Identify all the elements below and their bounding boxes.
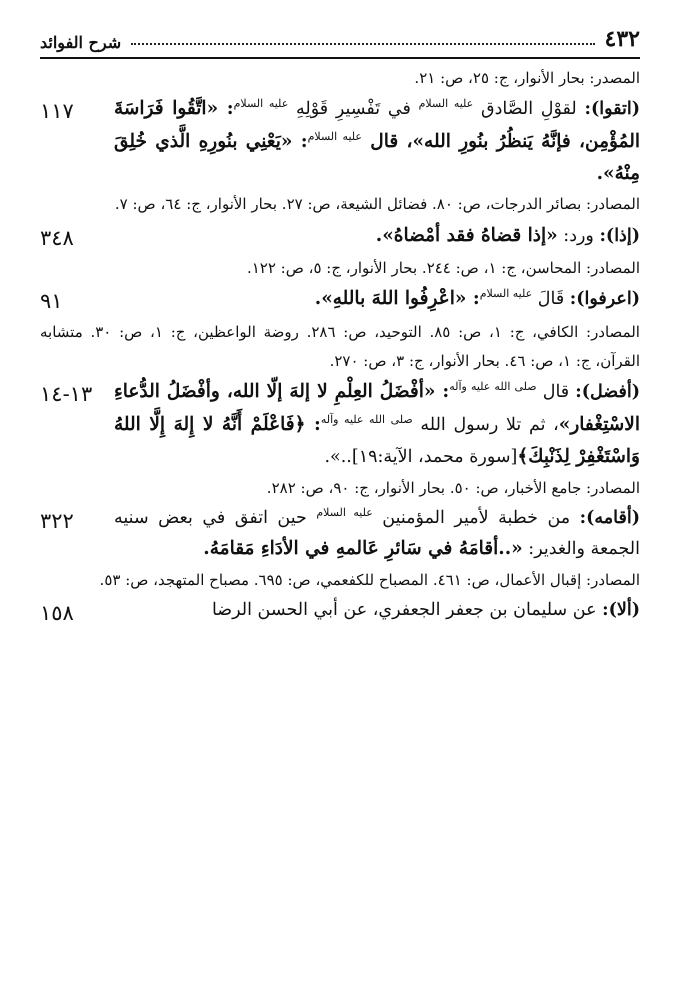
entry-iarifu — [40, 283, 640, 318]
entry-number: ١٥٨ — [40, 601, 74, 626]
honorific-symbol: عليه السلام — [316, 506, 373, 520]
entry-text: (اعرفوا): قَالَ $^{عليه السلام}$: «اعْرِفُوا اللهَ باللهِ». — [314, 287, 640, 310]
header-rule — [40, 57, 640, 59]
source-line: المصادر: الكافي، ج: ١، ص: ٨٥. التوحيد، ص: ٢٨٦. روضة الواعظين، ج: ١، ص: ٣٠. متشابه القرآن، ج: ١، ص: ٤٦. بحار الأنوار، ج: ٣، ص: ٢٧٠. — [40, 322, 640, 371]
entry-head: (ألا): — [602, 600, 640, 621]
honorific-symbol: عليه السلام — [233, 97, 289, 111]
entry-afdal — [40, 376, 640, 473]
hadith-quote: : «يَعْنِي بنُورِهِ الَّذي خُلِقَ مِنْهُ». — [114, 130, 640, 184]
entry-aqamahu — [40, 503, 640, 566]
honorific-symbol: صلى الله عليه وآله — [449, 380, 537, 394]
hadith-quote: «إذا قضاهُ فقد أمْضاهُ». — [375, 224, 558, 246]
source-line: المصادر: المحاسن، ج: ١، ص: ٢٤٤. بحار الأنوار، ج: ٥، ص: ١٢٢. — [246, 259, 640, 278]
hadith-quote: «..أقامَهُ في سَائرِ عَالمهِ في الأدَاءِ مَقامَهُ. — [203, 538, 523, 560]
honorific-symbol: عليه السلام — [307, 129, 362, 143]
quran-verse: : ﴿فَاعْلَمْ أَنَّهُ لا إِلهَ إِلَّا اللهُ وَاسْتَغْفِرْ لِذَنْبِكَ﴾ — [114, 413, 640, 468]
honorific-symbol: صلى الله عليه وآله — [320, 413, 413, 427]
entry-head: (اعرفوا): — [569, 289, 640, 310]
entry-itha — [40, 220, 640, 255]
entry-text: (إذا): ورد: «إذا قضاهُ فقد أمْضاهُ». — [375, 224, 640, 246]
source-line: المصادر: بصائر الدرجات، ص: ٨٠. فضائل الشيعة، ص: ٢٧. بحار الأنوار، ج: ٦٤، ص: ٧. — [114, 195, 640, 214]
source-line: المصادر: إقبال الأعمال، ص: ٤٦١. المصباح للكفعمي، ص: ٦٩٥. مصباح المتهجد، ص: ٥٣. — [99, 570, 640, 589]
honorific-symbol: عليه السلام — [418, 97, 474, 111]
entry-ittaqu — [40, 93, 640, 190]
entry-head: (إذا): — [599, 225, 640, 246]
entry-number: ١٣-١٤ — [40, 382, 93, 407]
book-title: شرح الفوائد — [40, 33, 122, 52]
page-body — [40, 64, 640, 984]
page-number: ٤٣٢ — [604, 26, 640, 52]
entry-text: (اتقوا): لقوْلِ الصَّادق $^{عليه السلام}$ في تَفْسِيرِ قَوْلِهِ $^{عليه السلام}$: «اتَّقُوا فَرَاسَةَ المُؤْمِن، فإنَّهُ يَنظُرُ بنُورِ الله»، قال $^{عليه السلام}$: «يَعْنِي بنُورِهِ الَّذي خُلِقَ مِنْهُ». — [114, 97, 640, 184]
entry-number: ٩١ — [40, 289, 63, 314]
source-line: المصدر: بحار الأنوار، ج: ٢٥، ص: ٢١. — [414, 69, 640, 87]
entry-text: (أقامه): من خطبة لأمير المؤمنين $^{عليه السلام}$ حين اتفق في بعض سنيه الجمعة والغدير: «..أقامَهُ في سَائرِ عَالمهِ في الأدَاءِ مَقامَهُ. — [114, 506, 640, 560]
entry-text: (أفضل): قال $^{صلى الله عليه وآله}$: «أفْضَلُ العِلْمِ لا إلهَ إلّا الله، وأفْضَلُ الدُّعاءِ الاسْتِغْفار»، ثم تلا رسول الله $^{صلى الله عليه وآله}$: ﴿فَاعْلَمْ أَنَّهُ لا إِلهَ إِلَّا اللهُ وَاسْتَغْفِرْ لِذَنْبِكَ﴾[سورة محمد، الآية:١٩]..». — [114, 380, 640, 468]
page-header — [40, 18, 640, 52]
entry-number: ٣٤٨ — [40, 225, 74, 250]
hadith-quote: : «اتَّقُوا فَرَاسَةَ المُؤْمِن، فإنَّهُ يَنظُرُ بنُورِ الله»، قال — [114, 98, 640, 152]
entry-head: (أقامه): — [579, 507, 640, 528]
entry-number: ١١٧ — [40, 99, 74, 124]
entry-head: (اتقوا): — [584, 99, 640, 120]
entry-number: ٣٢٢ — [40, 508, 74, 533]
verse-reference: [سورة محمد، الآية:١٩]..». — [324, 447, 518, 468]
hadith-quote: : «اعْرِفُوا اللهَ باللهِ». — [314, 288, 480, 310]
honorific-symbol: عليه السلام — [479, 287, 533, 301]
hadith-quote: : «أفْضَلُ العِلْمِ لا إلهَ إلّا الله، وأفْضَلُ الدُّعاءِ الاسْتِغْفار» — [114, 381, 640, 435]
entry-ala — [40, 595, 640, 630]
entry-head: (أفضل): — [575, 382, 640, 403]
source-line: المصادر: جامع الأخبار، ص: ٥٠. بحار الأنوار، ج: ٩٠، ص: ٢٨٢. — [266, 478, 640, 497]
entry-text: (ألا): عن سليمان بن جعفر الجعفري، عن أبي الحسن الرضا — [211, 600, 640, 621]
header-dotted-leader — [131, 42, 594, 45]
